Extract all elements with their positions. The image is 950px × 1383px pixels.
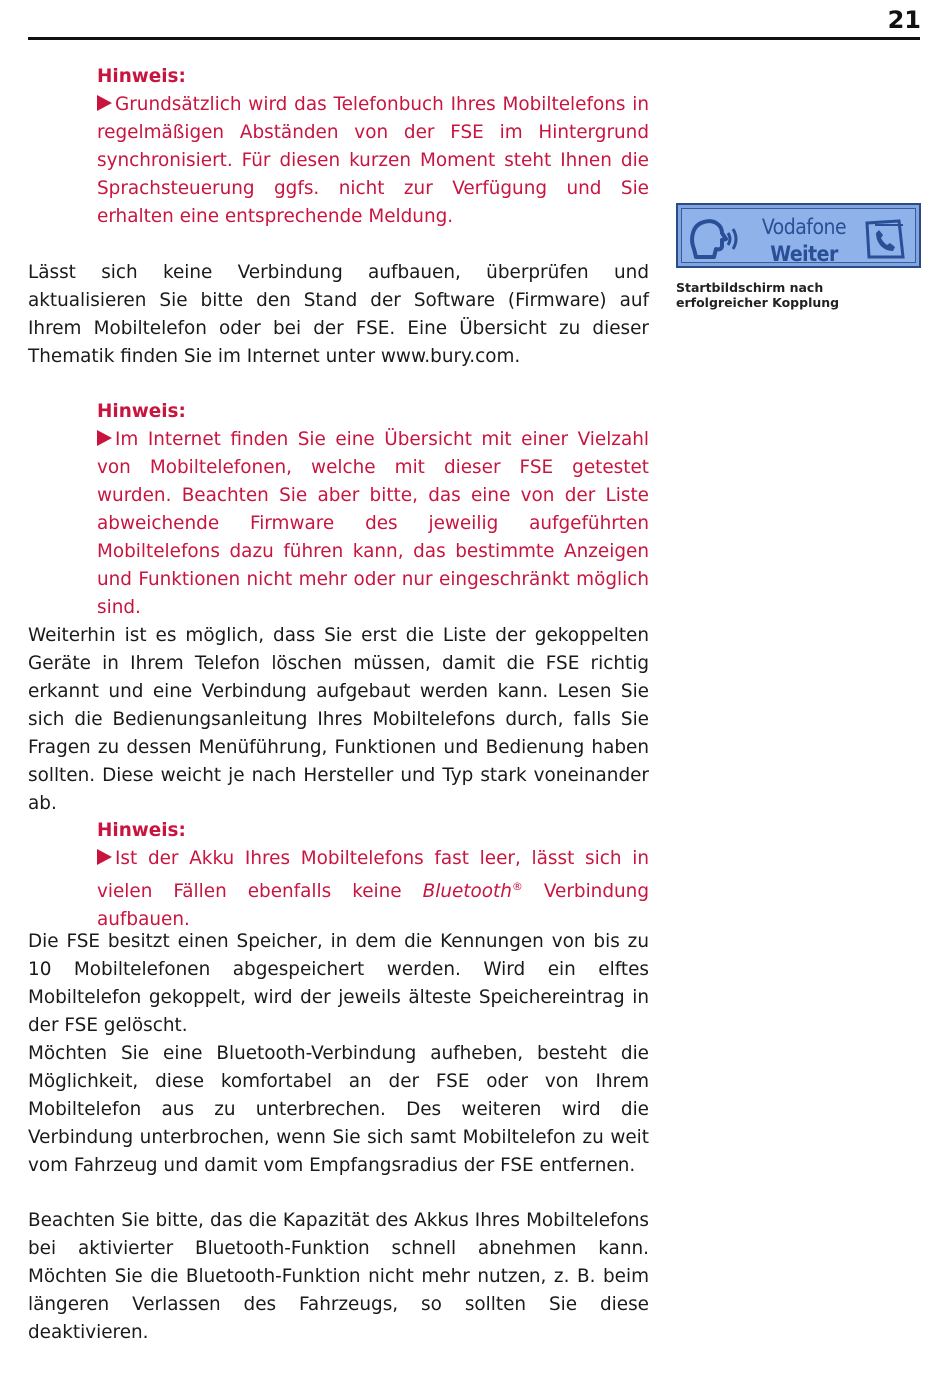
- note-1-title: Hinweis:: [97, 66, 186, 87]
- note-3-registered-mark: ®: [511, 880, 523, 893]
- arrow-right-icon: [97, 95, 112, 111]
- page-number: 21: [887, 6, 921, 34]
- display-screen: [681, 208, 916, 266]
- phone-handset-icon: [863, 217, 907, 265]
- note-3-text-before: Ist der Akku Ihres Mobiltelefons fast leer, lässt sich in vielen Fällen ebenfalls keine: [97, 848, 649, 903]
- note-2-title: Hinweis:: [97, 401, 186, 422]
- phone-display-illustration: [676, 203, 921, 268]
- display-caption: [676, 280, 916, 310]
- caption-line-2: erfolgreicher Kopplung: [676, 295, 840, 310]
- display-line-1: Vodafone: [761, 215, 847, 239]
- paragraph-5: Beachten Sie bitte, das die Kapazität des Akkus Ihres Mobiltelefons bei aktivierter Bluetooth-Funktion schnell abnehmen kann. Möchten Sie die Bluetooth-Funktion nicht mehr nutzen, z. B. beim längeren Verlassen des Fahrzeugs, so sollten Sie diese deaktivieren.: [28, 1210, 649, 1343]
- arrow-right-icon: [97, 430, 112, 446]
- paragraph-3: Die FSE besitzt einen Speicher, in dem die Kennungen von bis zu 10 Mobiltelefonen abgespeichert werden. Wird ein elftes Mobiltelefon gekoppelt, wird der jeweils älteste Speichereintrag in der FSE gelöscht.: [28, 931, 649, 1036]
- note-2-text: Im Internet finden Sie eine Übersicht mit einer Vielzahl von Mobiltelefonen, welche mit dieser FSE getestet wurden. Beachten Sie aber bitte, das eine von der Liste abweichende Firmware des jeweilig aufgeführten Mobiltelefons dazu führen kann, das bestimmte Anzeigen und Funktionen nicht mehr oder nur eingeschränkt möglich sind.: [97, 429, 649, 618]
- display-line-2: Weiter: [770, 242, 838, 266]
- note-3: [97, 817, 649, 934]
- note-1-text: Grundsätzlich wird das Telefonbuch Ihres Mobiltelefons in regelmäßigen Abständen von der FSE im Hintergrund synchronisiert. Für diesen kurzen Moment steht Ihnen die Sprachsteuerung ggfs. nicht zur Verfügung und Sie erhalten eine entsprechende Meldung.: [97, 94, 649, 227]
- note-3-text-after: Verbindung aufbauen.: [97, 881, 649, 931]
- note-3-brand: Bluetooth: [422, 881, 512, 903]
- note-1: [97, 63, 649, 231]
- arrow-right-icon: [97, 849, 112, 865]
- note-2: [97, 398, 649, 622]
- voice-command-icon: [688, 217, 740, 267]
- header-rule: [28, 37, 920, 40]
- paragraph-2: Weiterhin ist es möglich, dass Sie erst die Liste der gekoppelten Geräte in Ihrem Telefon löschen müssen, damit die FSE richtig erkannt und eine Verbindung aufgebaut werden kann. Lesen Sie sich die Bedienungsanleitung Ihres Mobiltelefons durch, falls Sie Fragen zu dessen Menüführung, Funktionen und Bedienung haben sollten. Diese weicht je nach Hersteller und Typ stark voneinander ab.: [28, 625, 649, 814]
- paragraph-4: Möchten Sie eine Bluetooth-Verbindung aufheben, besteht die Möglichkeit, diese komfortabel an der FSE oder von Ihrem Mobiltelefon aus zu unterbrechen. Des weiteren wird die Verbindung unterbrochen, wenn Sie sich samt Mobiltelefon zu weit vom Fahrzeug und damit vom Empfangsradius der FSE entfernen.: [28, 1043, 649, 1176]
- caption-line-1: Startbildschirm nach: [676, 280, 824, 295]
- paragraph-1: Lässt sich keine Verbindung aufbauen, überprüfen und aktualisieren Sie bitte den Stand der Software (Firmware) auf Ihrem Mobiltelefon oder bei der FSE. Eine Übersicht zu dieser Thematik finden Sie im Internet unter www.bury.com.: [28, 262, 649, 367]
- note-3-title: Hinweis:: [97, 820, 186, 841]
